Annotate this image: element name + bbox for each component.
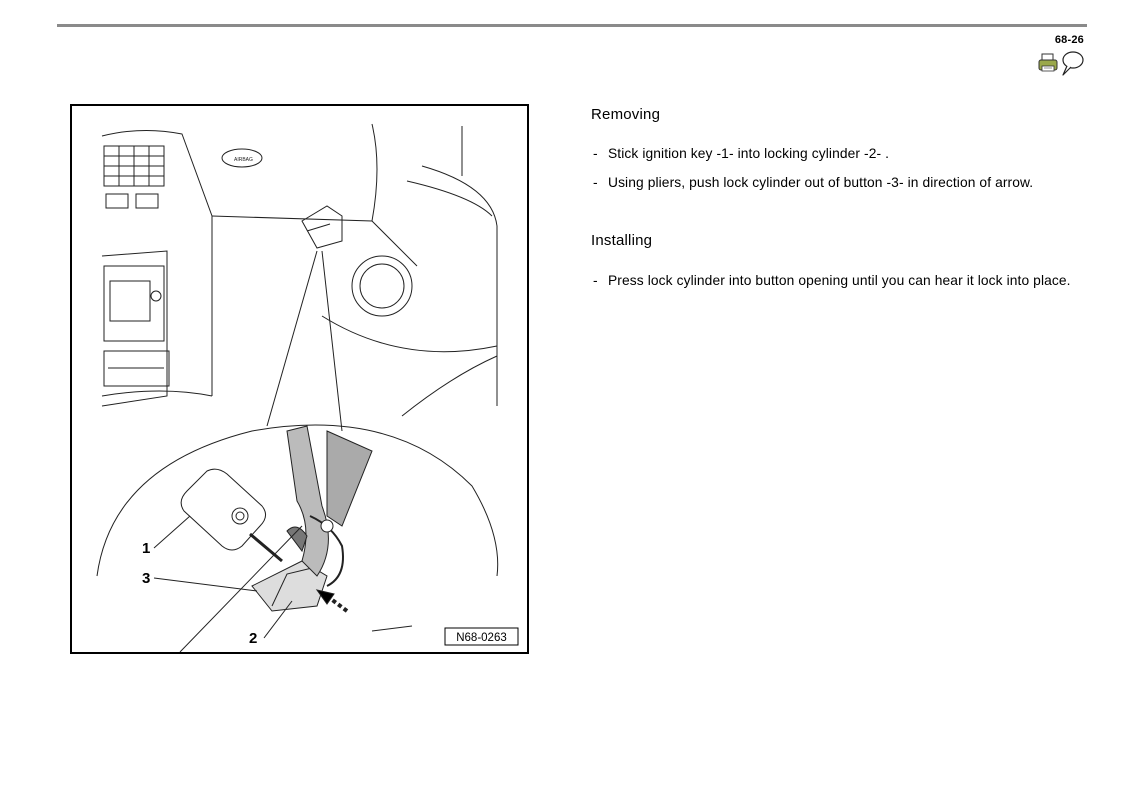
- bullet-dash: -: [593, 175, 598, 190]
- speech-bubble-icon[interactable]: [1059, 50, 1085, 83]
- step-text: Stick ignition key -1- into locking cylinder -2- .: [608, 146, 890, 161]
- installing-steps: [591, 272, 1071, 301]
- airbag-badge-text: AIRBAG: [234, 157, 253, 163]
- installing-heading: Installing: [591, 232, 653, 249]
- figure-code: N68-0263: [456, 632, 507, 644]
- step-text: Using pliers, push lock cylinder out of button -3- in direction of arrow.: [608, 175, 1034, 190]
- step-text: Press lock cylinder into button opening until you can hear it lock into place.: [608, 273, 1071, 288]
- printer-icon[interactable]: [1037, 50, 1059, 79]
- callout-1: 1: [142, 540, 151, 557]
- top-rule: [57, 24, 1087, 27]
- list-item: [591, 174, 1071, 192]
- bullet-dash: -: [593, 146, 598, 161]
- list-item: [591, 145, 1071, 163]
- callout-3: 3: [142, 570, 151, 587]
- callout-2: 2: [249, 630, 258, 647]
- illustration-frame: [70, 104, 529, 654]
- removing-heading: Removing: [591, 106, 661, 123]
- removing-steps: [591, 145, 1071, 203]
- bullet-dash: -: [593, 273, 598, 288]
- page-number: 68-26: [1054, 34, 1084, 46]
- dashboard-illustration: [72, 106, 527, 652]
- list-item: [591, 272, 1071, 290]
- toolbar: [1037, 50, 1087, 78]
